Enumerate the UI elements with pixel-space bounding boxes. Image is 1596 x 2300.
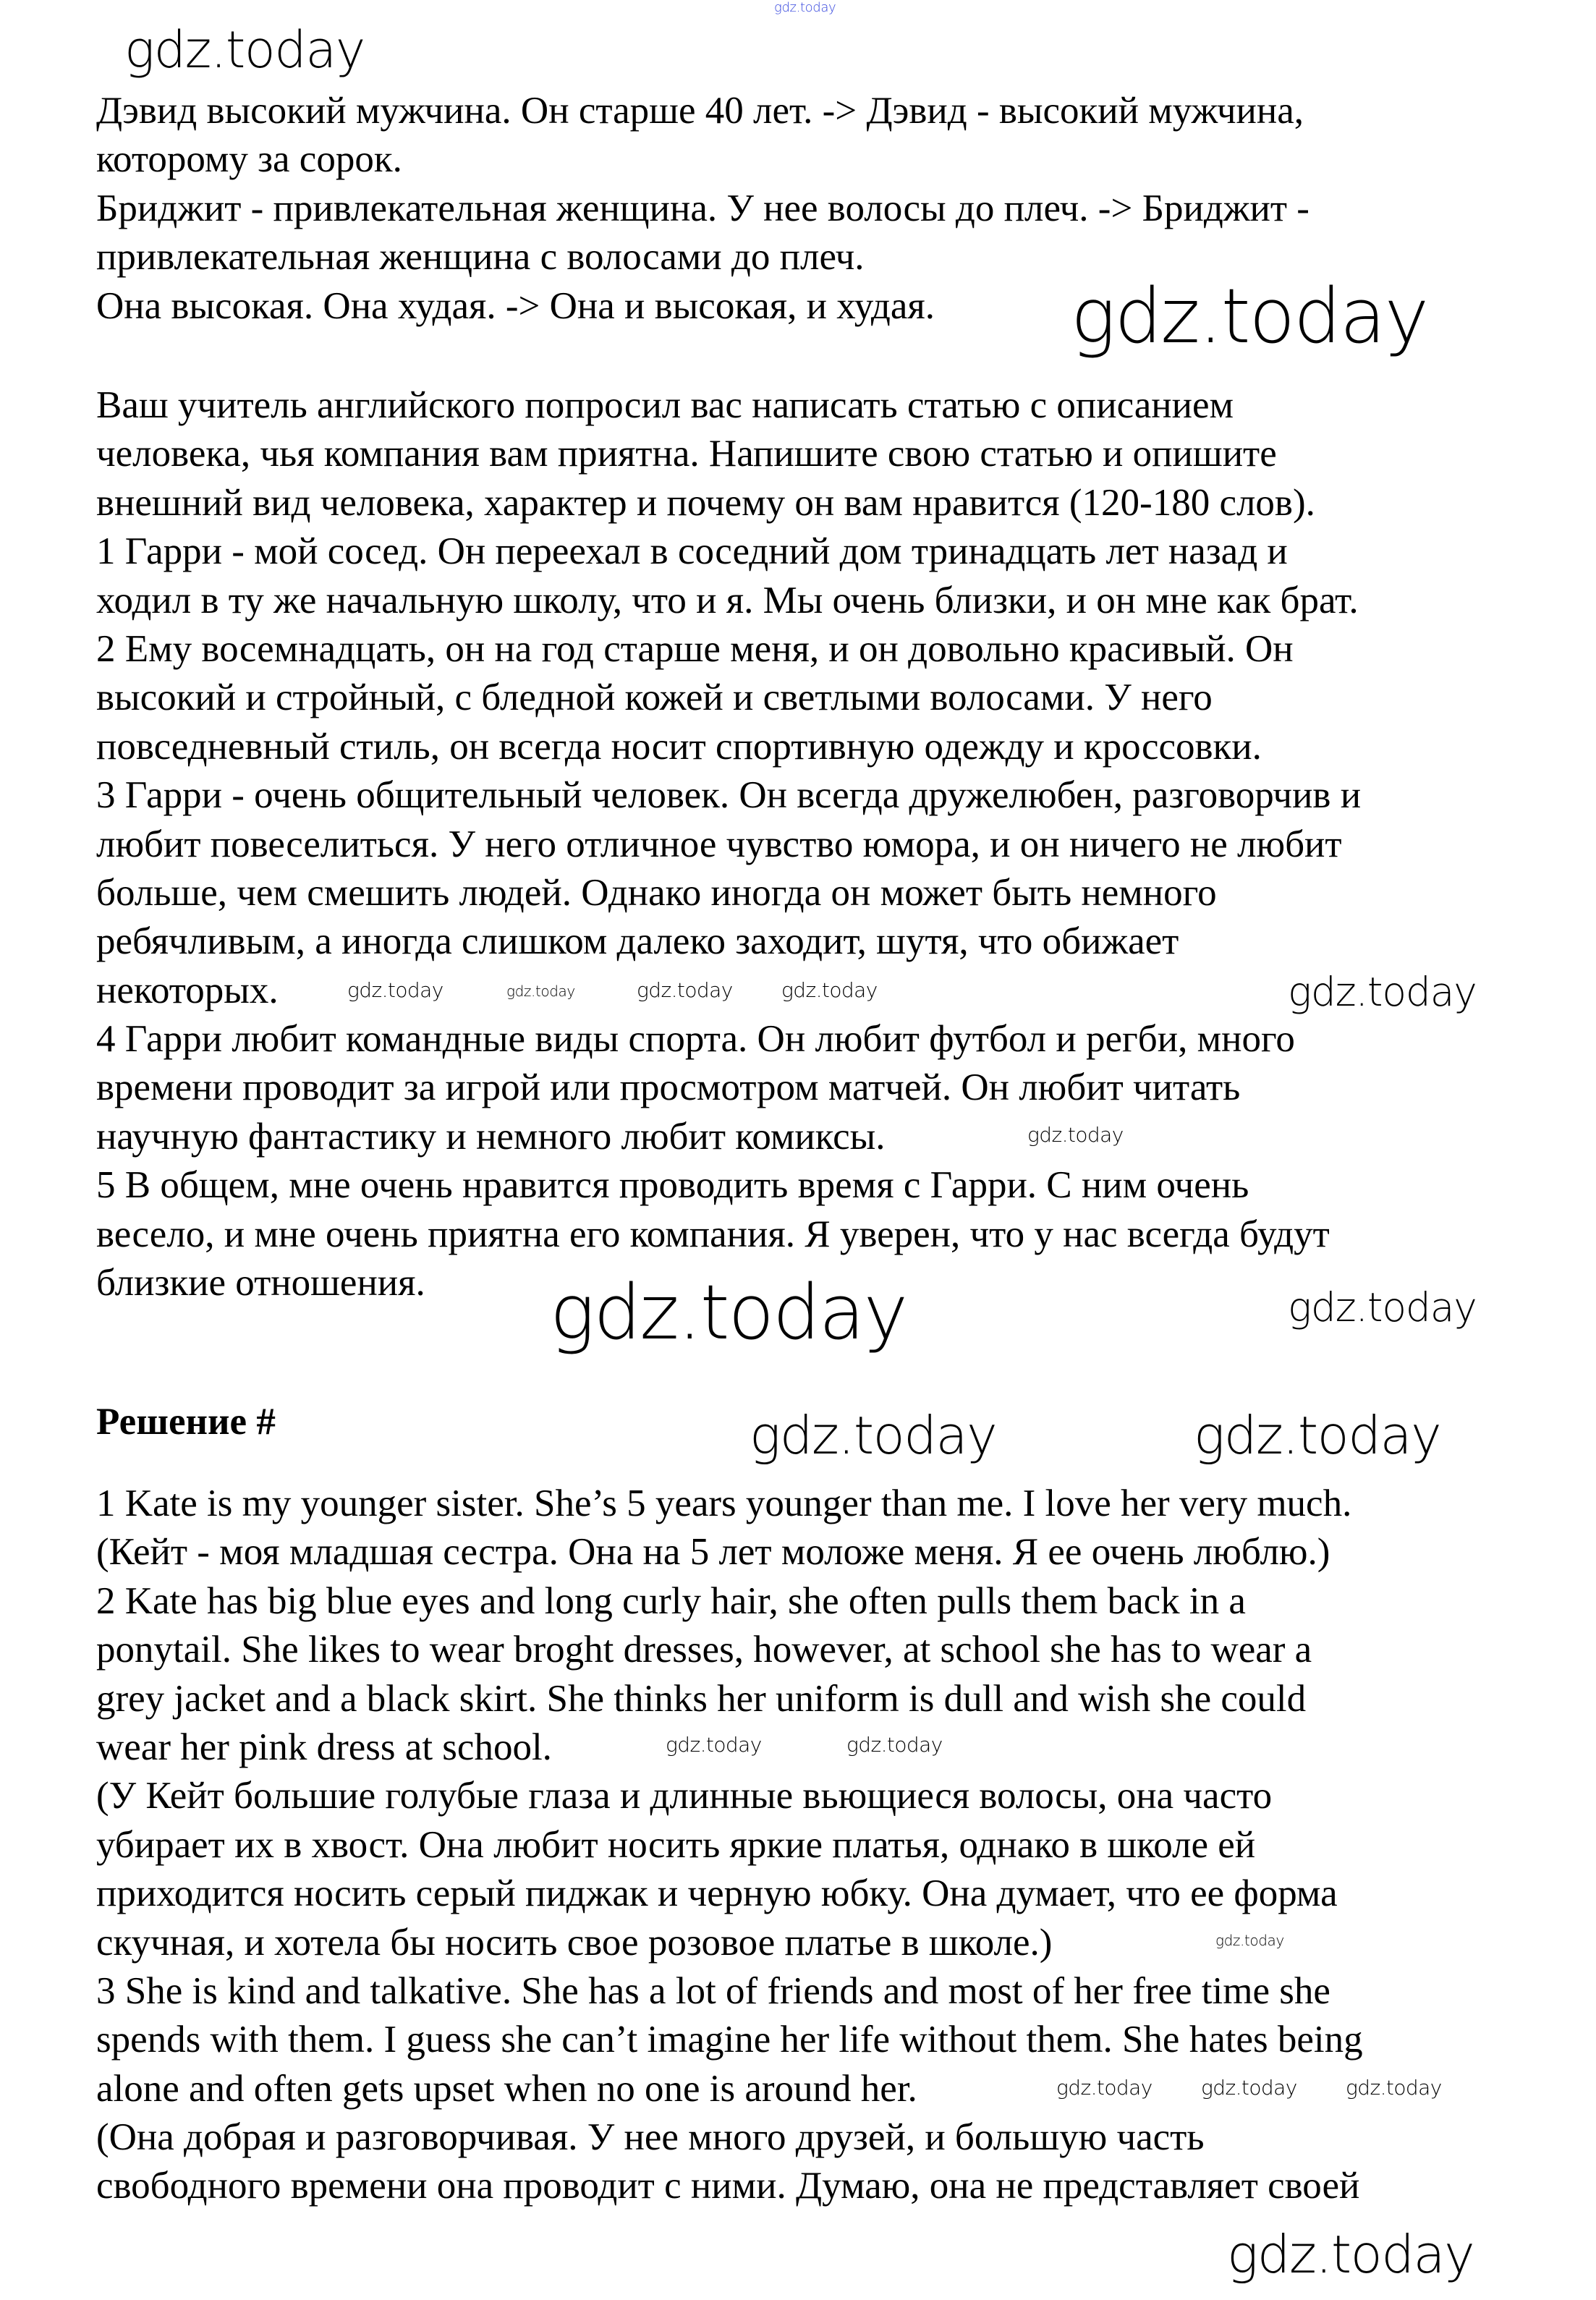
- text-line: 2 Kate has big blue eyes and long curly hair, she often pulls them back in a: [96, 1579, 1246, 1622]
- watermark: gdz.today: [666, 1733, 762, 1757]
- text-line: весело, и мне очень приятна его компания. Я уверен, что у нас всегда будут: [96, 1213, 1330, 1255]
- watermark: gdz.today: [347, 978, 443, 1002]
- text-line: 2 Ему восемнадцать, он на год старше меня, и он довольно красивый. Он: [96, 627, 1294, 670]
- text-line: Дэвид высокий мужчина. Он старше 40 лет. -> Дэвид - высокий мужчина,: [96, 90, 1304, 132]
- watermark: gdz.today: [781, 978, 878, 1002]
- watermark-top: gdz.today: [774, 0, 836, 15]
- text-line: которому за сорок.: [96, 138, 402, 181]
- watermark: gdz.today: [550, 1268, 907, 1357]
- watermark: gdz.today: [750, 1405, 997, 1466]
- text-line: 1 Гарри - мой сосед. Он переехал в соседний дом тринадцать лет назад и: [96, 530, 1288, 573]
- text-line: Ваш учитель английского попросил вас написать статью с описанием: [96, 384, 1234, 426]
- task-and-sample-article: [96, 381, 1361, 1307]
- text-line: 5 В общем, мне очень нравится проводить время с Гарри. С ним очень: [96, 1164, 1249, 1207]
- text-line: alone and often gets upset when no one is around her.: [96, 2067, 917, 2110]
- text-line: (Кейт - моя младшая сестра. Она на 5 лет моложе меня. Я ее очень люблю.): [96, 1531, 1330, 1574]
- text-line: времени проводит за игрой или просмотром матчей. Он любит читать: [96, 1066, 1241, 1109]
- watermark: gdz.today: [1288, 969, 1477, 1015]
- text-line: свободного времени она проводит с ними. Думаю, она не представляет своей: [96, 2165, 1360, 2207]
- text-line: ходил в ту же начальную школу, что и я. Мы очень близки, и он мне как брат.: [96, 579, 1359, 621]
- watermark: gdz.today: [1194, 1405, 1441, 1466]
- solution-text: [96, 1480, 1363, 2211]
- text-line: больше, чем смешить людей. Однако иногда он может быть немного: [96, 871, 1217, 914]
- watermark: gdz.today: [124, 20, 365, 80]
- text-line: Она высокая. Она худая. -> Она и высокая, и худая.: [96, 284, 935, 327]
- text-line: 1 Kate is my younger sister. She’s 5 years younger than me. I love her very much.: [96, 1482, 1352, 1524]
- watermark: gdz.today: [1346, 2076, 1442, 2100]
- text-line: 3 Гарри - очень общительный человек. Он всегда дружелюбен, разговорчив и: [96, 774, 1362, 817]
- text-line: приходится носить серый пиджак и черную юбку. Она думает, что ее форма: [96, 1872, 1338, 1915]
- watermark: gdz.today: [1056, 2076, 1153, 2100]
- text-line: внешний вид человека, характер и почему он вам нравится (120-180 слов).: [96, 481, 1315, 524]
- text-line: spends with them. I guess she can’t imagine her life without them. She hates being: [96, 2019, 1363, 2061]
- text-line: повседневный стиль, он всегда носит спортивную одежду и кроссовки.: [96, 725, 1262, 768]
- text-line: скучная, и хотела бы носить свое розовое платье в школе.): [96, 1921, 1053, 1964]
- watermark: gdz.today: [846, 1733, 943, 1757]
- text-line: близкие отношения.: [96, 1262, 425, 1304]
- text-line: научную фантастику и немного любит комиксы.: [96, 1115, 886, 1158]
- solution-heading: Решение #: [96, 1401, 276, 1443]
- watermark: gdz.today: [1027, 1123, 1124, 1147]
- watermark: gdz.today: [1215, 1932, 1284, 1949]
- text-line: человека, чья компания вам приятна. Напишите свою статью и опишите: [96, 433, 1277, 475]
- text-line: ponytail. She likes to wear broght dresses, however, at school she has to wear a: [96, 1629, 1312, 1671]
- text-line: 3 She is kind and talkative. She has a lot of friends and most of her free time she: [96, 1969, 1330, 2012]
- watermark: gdz.today: [1201, 2076, 1297, 2100]
- text-line: некоторых.: [96, 969, 279, 1011]
- text-line: Бриджит - привлекательная женщина. У нее волосы до плеч. -> Бриджит -: [96, 187, 1310, 229]
- text-line: убирает их в хвост. Она любит носить яркие платья, однако в школе ей: [96, 1823, 1256, 1866]
- text-line: (У Кейт большие голубые глаза и длинные вьющиеся волосы, она часто: [96, 1775, 1273, 1817]
- text-line: ребячливым, а иногда слишком далеко заходит, шутя, что обижает: [96, 920, 1179, 963]
- watermark: gdz.today: [637, 978, 733, 1002]
- text-line: grey jacket and a black skirt. She thinks her uniform is dull and wish she could: [96, 1677, 1307, 1720]
- text-line: привлекательная женщина с волосами до плеч.: [96, 236, 865, 279]
- text-line: высокий и стройный, с бледной кожей и светлыми волосами. У него: [96, 676, 1213, 719]
- watermark: gdz.today: [506, 983, 575, 1000]
- watermark: gdz.today: [1071, 272, 1428, 360]
- text-line: wear her pink dress at school.: [96, 1726, 552, 1768]
- watermark: gdz.today: [1227, 2224, 1474, 2285]
- text-line: любит повеселиться. У него отличное чувство юмора, и он ничего не любит: [96, 823, 1342, 865]
- text-line: 4 Гарри любит командные виды спорта. Он любит футбол и регби, много: [96, 1018, 1295, 1061]
- text-line: (Она добрая и разговорчивая. У нее много друзей, и большую часть: [96, 2116, 1205, 2159]
- watermark: gdz.today: [1288, 1284, 1477, 1331]
